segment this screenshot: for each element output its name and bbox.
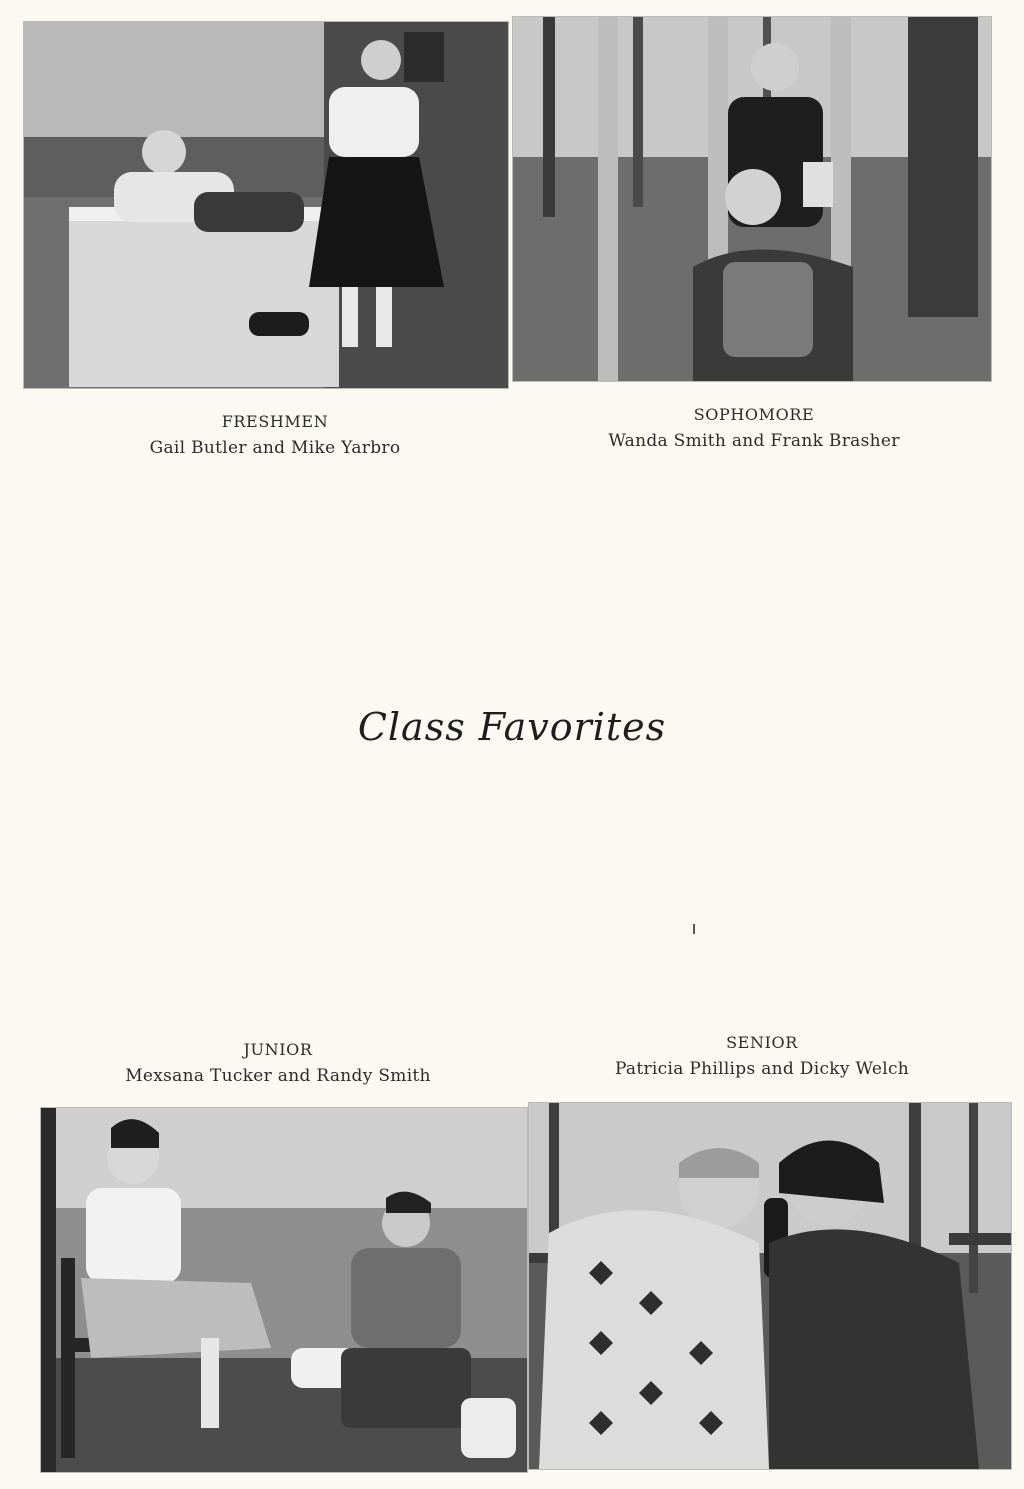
senior-caption [582,1031,942,1082]
favorite-names: Wanda Smith and Frank Brasher [608,430,900,451]
favorite-names: Mexsana Tucker and Randy Smith [125,1065,431,1086]
freshmen-caption [95,410,455,461]
print-speck [693,924,695,934]
sophomore-photo [513,17,991,381]
photo-outdoor-shared-soda-icon [529,1103,1011,1469]
page-title: Class Favorites [357,705,667,749]
senior-photo [529,1103,1011,1469]
junior-caption [98,1038,458,1089]
freshmen-photo [24,22,508,388]
sophomore-caption [574,403,934,454]
favorite-names: Gail Butler and Mike Yarbro [149,437,401,458]
class-name: JUNIOR [243,1040,313,1059]
photo-outdoor-rope-swing-icon [513,17,991,381]
photo-indoor-roller-skates-icon [41,1108,527,1472]
junior-photo [41,1108,527,1472]
class-name: SOPHOMORE [693,405,815,424]
class-name: FRESHMEN [221,412,329,431]
class-name: SENIOR [726,1033,798,1052]
photo-indoor-hallway-icon [24,22,508,388]
favorite-names: Patricia Phillips and Dicky Welch [614,1058,910,1079]
